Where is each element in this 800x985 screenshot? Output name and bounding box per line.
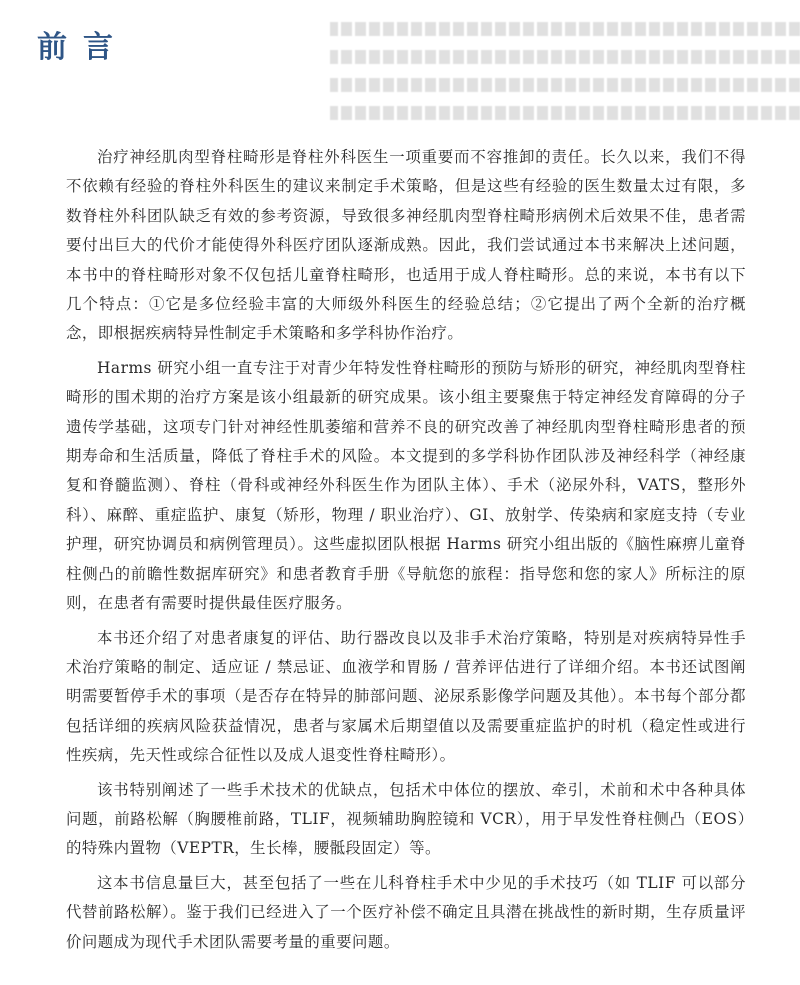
show-through-text bbox=[330, 22, 800, 140]
preface-body bbox=[66, 143, 746, 962]
paragraph: 这本书信息量巨大，甚至包括了一些在儿科脊柱手术中少见的手术技巧（如 TLIF 可以部分代替前路松解）。鉴于我们已经进入了一个医疗补偿不确定且具潜在挑战性的新时期，生存质量评价问题成为现代手术团队需要考量的重要问题。 bbox=[66, 873, 746, 951]
paragraph: 治疗神经肌肉型脊柱畸形是脊柱外科医生一项重要而不容推卸的责任。长久以来，我们不得不依赖有经验的脊柱外科医生的建议来制定手术策略，但是这些有经验的医生数量太过有限，多数脊柱外科团队缺乏有效的参考资源，导致很多神经肌肉型脊柱畸形病例术后效果不佳，患者需要付出巨大的代价才能使得外科医疗团队逐渐成熟。因此，我们尝试通过本书来解决上述问题，本书中的脊柱畸形对象不仅包括儿童脊柱畸形，也适用于成人脊柱畸形。总的来说，本书有以下几个特点：①它是多位经验丰富的大师级外科医生的经验总结；②它提出了两个全新的治疗概念，即根据疾病特异性制定手术策略和多学科协作治疗。 bbox=[66, 148, 746, 343]
paragraph: Harms 研究小组一直专注于对青少年特发性脊柱畸形的预防与矫形的研究，神经肌肉型脊柱畸形的围术期的治疗方案是该小组最新的研究成果。该小组主要聚焦于特定神经发育障碍的分子遗传学基础，这项专门针对神经性肌萎缩和营养不良的研究改善了神经肌肉型脊柱畸形患者的预期寿命和生活质量，降低了脊柱手术的风险。本文提到的多学科协作团队涉及神经科学（神经康复和脊髓监测）、脊柱（骨科或神经外科医生作为团队主体）、手术（泌尿外科，VATS，整形外科）、麻醉、重症监护、康复（矫形，物理 / 职业治疗）、GI、放射学、传染病和家庭支持（专业护理，研究协调员和病例管理员）。这些虚拟团队根据 Harms 研究小组出版的《脑性麻痹儿童脊柱侧凸的前瞻性数据库研究》和患者教育手册《导航您的旅程：指导您和您的家人》所标注的原则，在患者有需要时提供最佳医疗服务。 bbox=[66, 358, 746, 613]
paragraph: 本书还介绍了对患者康复的评估、助行器改良以及非手术治疗策略，特别是对疾病特异性手术治疗策略的制定、适应证 / 禁忌证、血液学和胃肠 / 营养评估进行了详细介绍。本书还试图阐明需要暂停手术的事项（是否存在特异的肺部问题、泌尿系影像学问题及其他）。本书每个部分都包括详细的疾病风险获益情况，患者与家属术后期望值以及需要重症监护的时机（稳定性或进行性疾病，先天性或综合征性以及成人退变性脊柱畸形）。 bbox=[66, 628, 746, 765]
page-title: 前言 bbox=[37, 30, 129, 65]
paragraph: 该书特别阐述了一些手术技术的优缺点，包括术中体位的摆放、牵引，术前和术中各种具体问题，前路松解（胸腰椎前路，TLIF，视频辅助胸腔镜和 VCR），用于早发性脊柱侧凸（EOS）的特殊内置物（VEPTR，生长棒，腰骶段固定）等。 bbox=[66, 780, 746, 858]
